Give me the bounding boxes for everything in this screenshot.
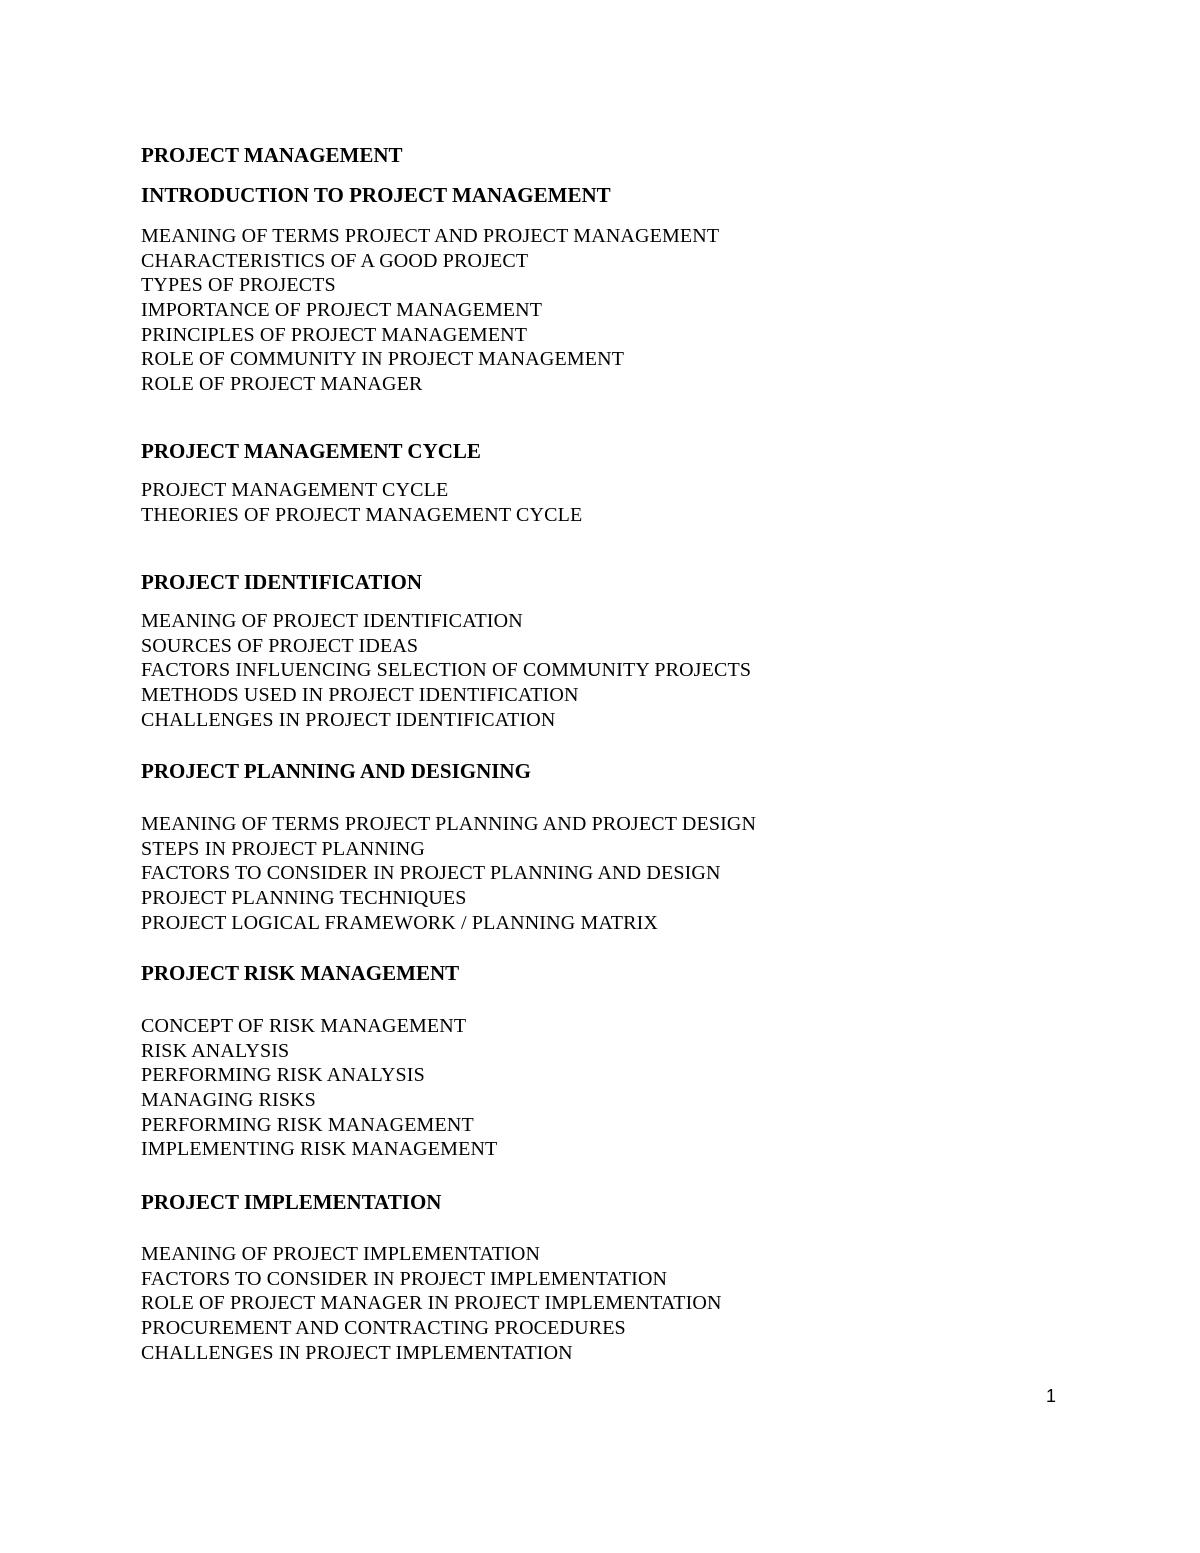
list-item: SOURCES OF PROJECT IDEAS xyxy=(141,634,419,657)
list-item: CHARACTERISTICS OF A GOOD PROJECT xyxy=(141,249,529,272)
list-item: IMPLEMENTING RISK MANAGEMENT xyxy=(141,1138,498,1161)
list-item: MEANING OF PROJECT IDENTIFICATION xyxy=(141,610,523,632)
list-item: MEANING OF TERMS PROJECT AND PROJECT MANAGEMENT xyxy=(141,225,720,247)
list-item: MANAGING RISKS xyxy=(141,1089,316,1112)
section-heading-cycle: PROJECT MANAGEMENT CYCLE xyxy=(141,439,481,463)
list-item: ROLE OF PROJECT MANAGER IN PROJECT IMPLEMENTATION xyxy=(141,1292,722,1315)
section-items-implementation xyxy=(141,1242,722,1365)
list-item: PROJECT LOGICAL FRAMEWORK / PLANNING MATRIX xyxy=(141,911,659,934)
list-item: STEPS IN PROJECT PLANNING xyxy=(141,837,425,860)
document-title: PROJECT MANAGEMENT xyxy=(141,143,403,167)
section-items-planning xyxy=(141,812,756,935)
list-item: METHODS USED IN PROJECT IDENTIFICATION xyxy=(141,684,579,707)
list-item: MEANING OF TERMS PROJECT PLANNING AND PROJECT DESIGN xyxy=(141,813,757,835)
section-heading-planning: PROJECT PLANNING AND DESIGNING xyxy=(141,759,531,783)
list-item: FACTORS TO CONSIDER IN PROJECT IMPLEMENTATION xyxy=(141,1267,668,1290)
list-item: ROLE OF PROJECT MANAGER xyxy=(141,373,423,396)
section-heading-identification: PROJECT IDENTIFICATION xyxy=(141,570,423,594)
list-item: CHALLENGES IN PROJECT IMPLEMENTATION xyxy=(141,1341,573,1364)
list-item: TYPES OF PROJECTS xyxy=(141,274,336,297)
list-item: RISK ANALYSIS xyxy=(141,1039,290,1062)
list-item: PERFORMING RISK ANALYSIS xyxy=(141,1064,425,1087)
list-item: ROLE OF COMMUNITY IN PROJECT MANAGEMENT xyxy=(141,348,625,371)
section-heading-risk: PROJECT RISK MANAGEMENT xyxy=(141,961,460,985)
list-item: CHALLENGES IN PROJECT IDENTIFICATION xyxy=(141,708,556,731)
list-item: THEORIES OF PROJECT MANAGEMENT CYCLE xyxy=(141,503,583,526)
list-item: PRINCIPLES OF PROJECT MANAGEMENT xyxy=(141,323,528,346)
list-item: PROCUREMENT AND CONTRACTING PROCEDURES xyxy=(141,1317,626,1340)
page-number: 1 xyxy=(1046,1386,1057,1406)
section-items-cycle xyxy=(141,478,582,527)
section-items-identification xyxy=(141,609,751,732)
section-heading-introduction: INTRODUCTION TO PROJECT MANAGEMENT xyxy=(141,183,611,207)
list-item: FACTORS INFLUENCING SELECTION OF COMMUNITY PROJECTS xyxy=(141,659,752,682)
list-item: PROJECT PLANNING TECHNIQUES xyxy=(141,887,467,910)
section-items-risk xyxy=(141,1014,497,1162)
list-item: FACTORS TO CONSIDER IN PROJECT PLANNING AND DESIGN xyxy=(141,862,721,885)
list-item: PERFORMING RISK MANAGEMENT xyxy=(141,1113,474,1136)
list-item: CONCEPT OF RISK MANAGEMENT xyxy=(141,1015,467,1037)
list-item: MEANING OF PROJECT IMPLEMENTATION xyxy=(141,1243,541,1265)
list-item: PROJECT MANAGEMENT CYCLE xyxy=(141,479,449,501)
section-heading-implementation: PROJECT IMPLEMENTATION xyxy=(141,1190,442,1214)
list-item: IMPORTANCE OF PROJECT MANAGEMENT xyxy=(141,299,543,322)
section-items-introduction xyxy=(141,224,719,397)
